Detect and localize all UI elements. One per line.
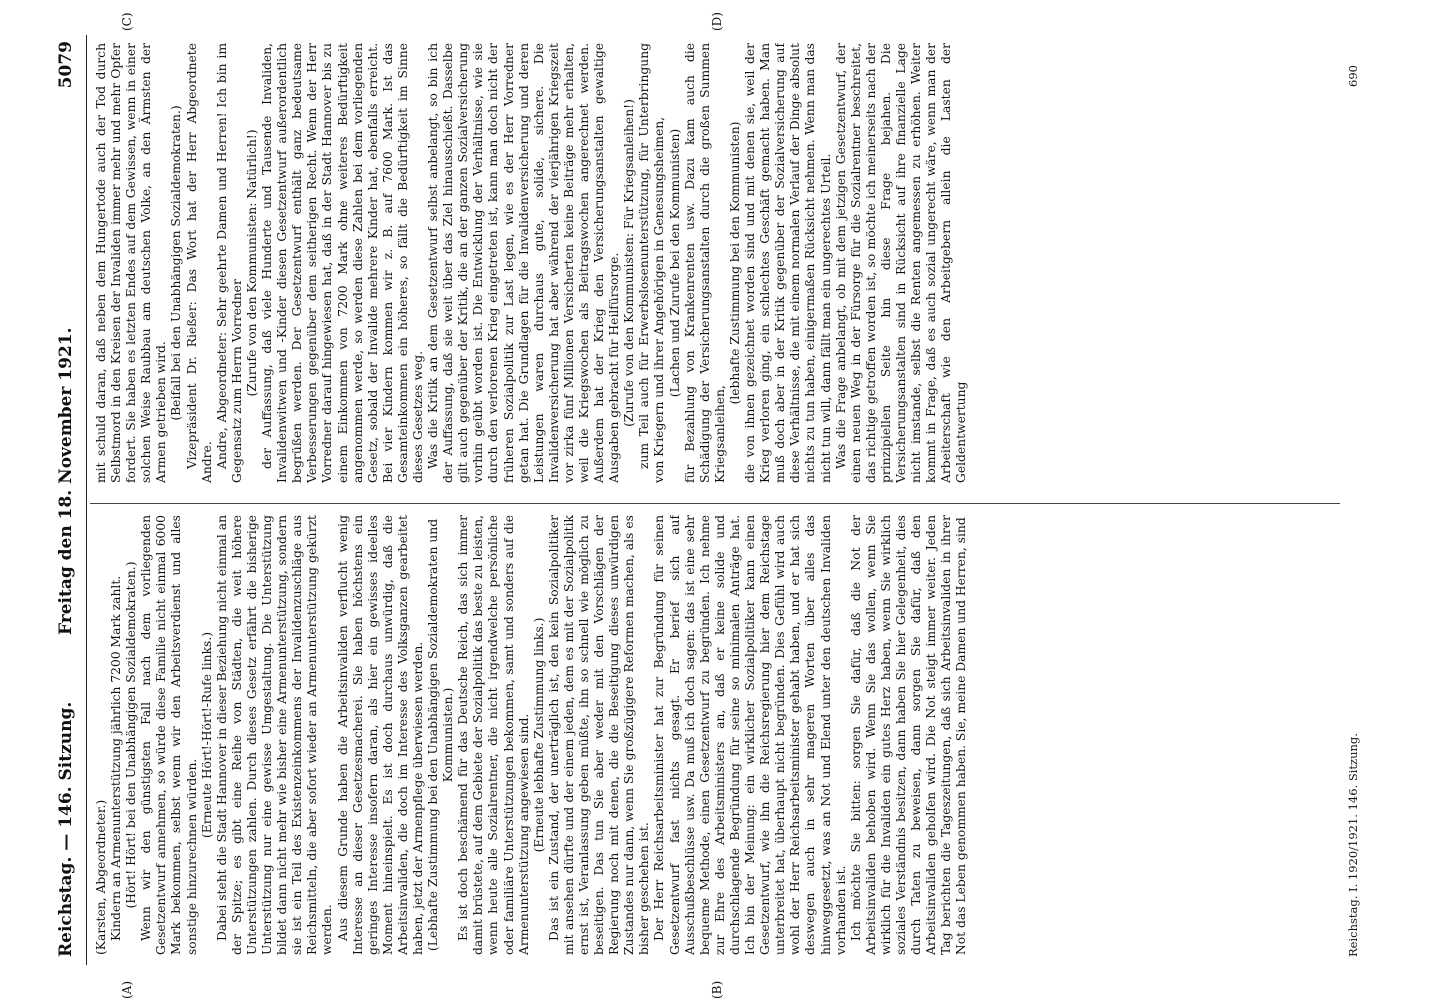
header-session: Reichstag. — 146. Sitzung. <box>56 701 76 957</box>
paragraph: Ich möchte Sie bitten: sorgen Sie dafür, daß die Not der Arbeitsinvaliden behoben wird. Wenn Sie das wollen, wenn Sie wirklich für die Invaliden ein gutes Herz haben, wenn Sie wirklich soziales Verständnis besitzen, dann haben Sie hier Gelegenheit, dies durch Taten zu beweisen, dann sorgen Sie dafür, daß den Arbeitsinvaliden geholfen wird. Die Not steigt immer weiter. Jeden Tag berichten die Tageszeitungen, daß sich Arbeitsinvaliden in ihrer Not das Leben genommen haben. Sie, meine Damen und Herren, sind <box>848 515 969 955</box>
paragraph: Wenn wir den günstigsten Fall nach dem vorliegenden Gesetzentwurf annehmen, so würde diese Familie nicht einmal 6000 Mark bekommen, selbst wenn wir den Arbeitsverdienst und alles sonstige hinzurechnen würden. <box>139 515 199 955</box>
paragraph: Aus diesem Grunde haben die Arbeitsinvaliden verflucht wenig Interesse an dieser Gesetzesmacherei. Sie haben höchstens ein geringes Interesse insofern daran, als hier ein gewisses ideelles Moment hineinspielt. Es ist doch durchaus unwürdig, daß die Arbeitsinvaliden, die doch im Interesse des Volksganzen gearbeitet haben, jetzt der Armenpflege überwiesen werden. <box>335 515 425 955</box>
right-column <box>94 43 1334 483</box>
margin-marker-b: (B) <box>710 980 724 999</box>
paragraph: Was die Kritik an dem Gesetzentwurf selbst anbelangt, so bin ich der Auffassung, daß sie weit über das Ziel hinausschießt. Dasselbe gilt auch gegenüber der Kritik, die an der ganzen Sozialversicherung vorhin geübt worden ist. Die Entwicklung der Verhältnisse, wie sie durch den verlorenen Krieg eingetreten ist, kann man doch nicht der früheren Sozialpolitik zur Last legen, wie es der Herr Vorredner getan hat. Die Grundlagen für die Invalidenversicherung und deren Leistungen waren durchaus gute, solide, sichere. Die Invalidenversicherung hat aber während der vierjährigen Kriegszeit vor zirka fünf Millionen Versicherten keine Beiträge mehr erhalten, weil die Kriegswochen als Beitragswochen angerechnet werden. Außerdem hat der Krieg den Versicherungsanstalten gewaltige Ausgaben gebracht für Heilfürsorge. <box>426 43 622 483</box>
footer-volume: Reichstag. I. 1920/1921. 146. Sitzung. <box>1346 733 1360 957</box>
paragraph: Was die Frage anbelangt, ob mit dem jetzigen Gesetzentwurf, der einen neuen Weg in der Fürsorge für die Sozialrentner beschreitet, das richtige getroffen worden ist, so möchte ich meinerseits nach der prinzipiellen Seite hin diese Frage bejahen. Die Versicherungsanstalten sind in Rücksicht auf ihre finanzielle Lage nicht imstande, selbst die Renten angemessen zu erhöhen. Weiter kommt in Frage, daß es auch sozial ungerecht wäre, wenn man der Arbeiterschaft wie den Arbeitgebern allein die Lasten der Geldentwertung <box>833 43 969 483</box>
interjection: (Erneute lebhafte Zustimmung links.) <box>531 617 546 853</box>
paragraph: Kindern an Armenunterstützung jährlich 7200 Mark zahlt. <box>109 575 124 941</box>
interjection: (Beifall bei den Unabhängigen Sozialdemokraten.) <box>169 105 184 421</box>
interjection: (Lachen und Zurufe bei den Kommunisten) <box>667 128 682 398</box>
interjection: (Zurufe von den Kommunisten: Für Kriegsanleihen!) <box>622 99 637 427</box>
margin-marker-c: (C) <box>120 12 134 31</box>
paragraph: für Bezahlung von Krankenrenten usw. Dazu kam auch die Schädigung der Versicherungsanstalten durch die großen Summen Kriegsanleihen, <box>682 43 727 483</box>
digitization-note <box>1408 40 1430 960</box>
footer-sheet-number: 690 <box>1346 65 1360 87</box>
paragraph: mit schuld daran, daß neben dem Hungertode auch der Tod durch Selbstmord in den Kreisen der Invaliden immer mehr und mehr Opfer fordert. Sie haben es letzten Endes auf dem Gewissen, wenn in einer solchen Weise Raubbau am deutschen Volke, an den Ärmsten der Armen getrieben wird. <box>94 43 169 483</box>
margin-marker-d: (D) <box>710 12 724 31</box>
interjection: (Zurufe von den Kommunisten: Natürlich!) <box>244 129 259 397</box>
paragraph: der Auffassung, daß viele Hunderte und Tausende Invaliden, Invalidenwitwen und -Kinder diesen Gesetzentwurf außerordentlich begrüßen werden. Der Gesetzentwurf enthält ganz bedeutsame Verbesserungen gegenüber dem seitherigen Recht. Wenn der Herr Vorredner darauf hingewiesen hat, daß in der Stadt Hannover bis zu einem Einkommen von 7200 Mark ohne weiteres Bedürftigkeit angenommen werde, so werden diese Zahlen bei dem vorliegenden Gesetz, sobald der Invalide mehrere Kinder hat, ebenfalls erreicht. Bei vier Kindern kommen wir z. B. auf 7600 Mark. Ist das Gesamteinkommen ein höheres, so fällt die Bedürftigkeit im Sinne dieses Gesetzes weg. <box>260 43 425 483</box>
rotated-page-content <box>50 12 1380 999</box>
paragraph: Dabei steht die Stadt Hannover in dieser Beziehung nicht einmal an der Spitze; es gibt eine Reihe von Städten, die weit höhere Unterstützungen zahlen. Durch dieses Gesetz erfährt die bisherige Unterstützung nur eine gewisse Umgestaltung. Die Unterstützung bildet dann nicht mehr wie bisher eine Armenunterstützung, sondern sie ist ein Teil des Existenzeinkommens der Invalidenzuschläge aus Reichsmitteln, die aber sofort wieder an Armenunterstützung gekürzt werden. <box>214 515 335 955</box>
speaker-label: (Karsten, Abgeordneter.) <box>94 799 108 955</box>
paragraph: zum Teil auch für Erwerbslosenunterstützung, für Unterbringung von Kriegern und ihrer Angehörigen in Genesungsheimen, <box>637 43 667 483</box>
interjection: (Hört! Hört! bei den Unabhängigen Sozialdemokraten.) <box>124 561 139 909</box>
left-column <box>94 515 1334 955</box>
paragraph: Vizepräsident Dr. Rießer: Das Wort hat der Herr Abgeordnete Andre. <box>184 43 214 483</box>
header-date: Freitag den 18. November 1921. <box>56 327 76 635</box>
header-page-number: 5079 <box>56 41 76 89</box>
page-header <box>50 35 87 965</box>
interjection: (Lebhafte Zustimmung bei den Unabhängigen Sozialdemokraten und Kommunisten.) <box>426 518 456 952</box>
paragraph: die von ihnen gezeichnet worden sind und mit denen sie, weil der Krieg verloren ging, ein schlechtes Geschäft gemacht haben. Man muß doch aber in der Kritik gegenüber der Sozialversicherung auf diese Verhältnisse, die mit einem normalen Verlauf der Dinge absolut nichts zu tun haben, einigermaßen Rücksicht nehmen. Wenn man das nicht tun will, dann fällt man ein ungerechtes Urteil. <box>743 43 833 483</box>
paragraph: Der Herr Reichsarbeitsminister hat zur Begründung für seinen Gesetzentwurf fast nichts gesagt. Er berief sich auf Ausschußbeschlüsse usw. Da muß ich doch sagen: das ist eine sehr bequeme Methode, einen Gesetzentwurf zu begründen. Ich nehme zur Ehre des Arbeitsministers an, daß er keine solide und durchschlagende Begründung für seine so minimalen Anträge hat. Ich bin der Meinung: ein wirklicher Sozialpolitiker kann einen Gesetzentwurf, wie ihn die Reichsregierung hier dem Reichstage unterbreitet hat, überhaupt nicht begründen. Dies Gefühl wird auch wohl der Herr Reichsarbeitsminister gehabt haben, und er hat sich deswegen auch in sehr mageren Worten über alles das hinweggesetzt, was an Not und Elend unter den deutschen Invaliden vorhanden ist. <box>652 515 848 955</box>
paragraph: Das ist ein Zustand, der unerträglich ist, den kein Sozialpolitiker mit ansehen dürfte und der einem jeden, dem es mit der Sozialpolitik ernst ist, Veranlassung geben müßte, ihn so schnell wie möglich zu beseitigen. Das tun Sie aber weder mit den Vorschlägen der Regierung noch mit denen, die die Beseitigung dieses unwürdigen Zustandes nur dann, wenn Sie großzügigere Reformen machen, als es bisher geschehen ist. <box>546 515 652 955</box>
interjection: (Erneute Hört!-Hört!-Rufe links.) <box>199 631 214 839</box>
column-divider <box>90 503 1340 504</box>
paragraph: Andre, Abgeordneter: Sehr geehrte Damen und Herren! Ich bin im Gegensatz zum Herrn Vorredner <box>214 43 244 483</box>
interjection: (lebhafte Zustimmung bei den Kommunisten) <box>727 121 742 405</box>
paragraph: Es ist doch beschämend für das Deutsche Reich, das sich immer damit brüstete, auf dem Gebiete der Sozialpolitik das beste zu leisten, wenn heute alle Sozialrentner, die nicht irgendwelche persönliche oder familiäre Unterstützungen bekommen, samt und sonders auf die Armenunterstützung angewiesen sind. <box>456 515 531 955</box>
margin-marker-a: (A) <box>120 980 134 999</box>
